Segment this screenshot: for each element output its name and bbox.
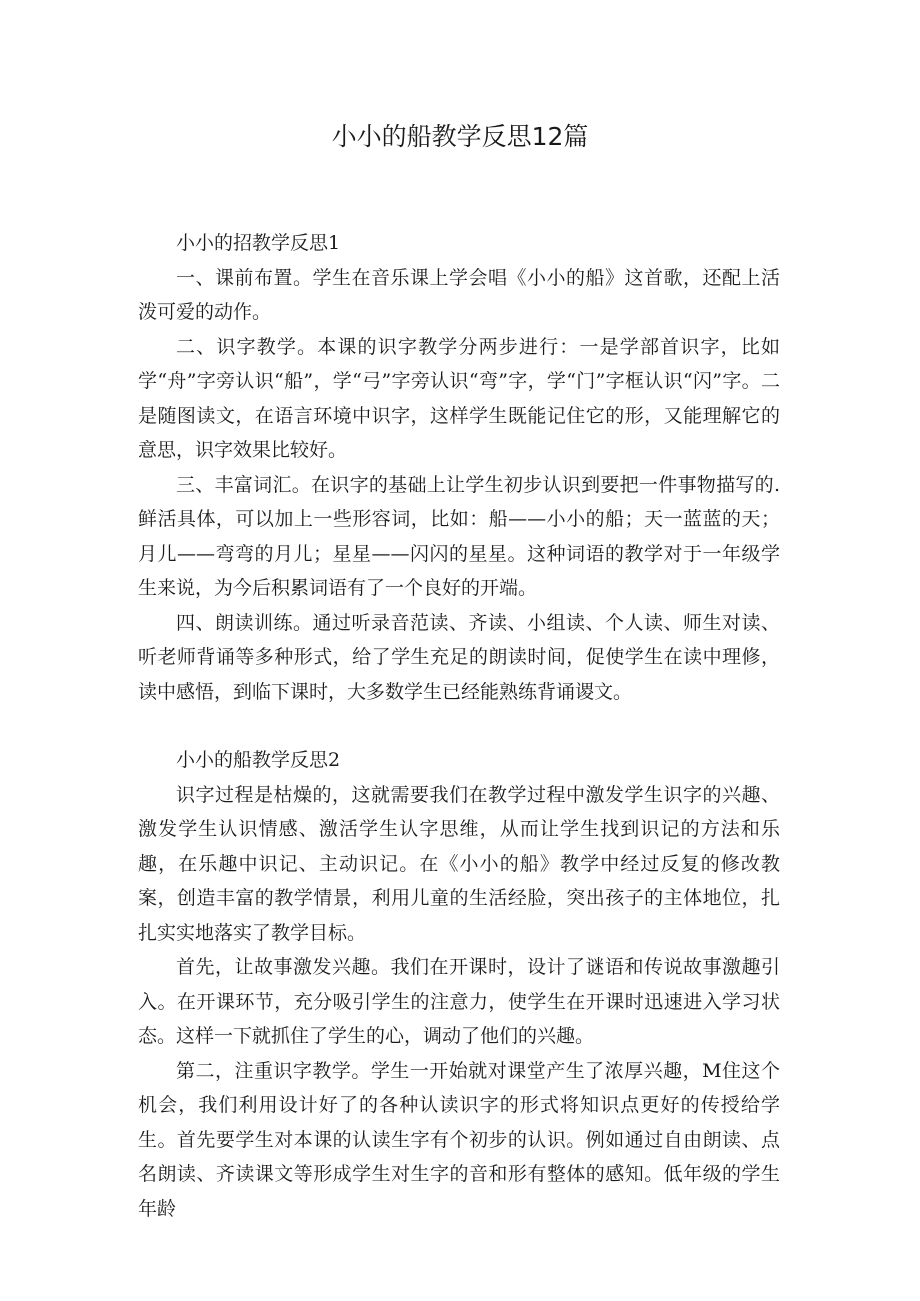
section-heading: 小小的招教学反思1: [176, 232, 341, 254]
paragraph: 四、朗读训练。通过听录音范读、齐读、小组读、个人读、师生对读、听老师背诵等多种形式，给了学生充足的朗读时间，促使学生在读中理修，读中感悟，到临下课时，大多数学生已经能熟练背诵谡文。: [138, 611, 780, 703]
paragraph: 二、识字教学。本课的识字教学分两步进行：一是学部首识字，比如学“舟”字旁认识“船”，学“弓”字旁认识“弯”字，学“门”字框认识“闪”字。二是随图读文，在语言环境中识字，这样学生既能记住它的形，又能理解它的意思，识字效果比较好。: [138, 335, 780, 461]
document-body: [138, 226, 780, 1226]
document-title: 小小的船教学反思12篇: [331, 122, 589, 151]
section-2: [138, 743, 780, 1226]
paragraph: 三、丰富词汇。在识字的基础上让学生初步认识到要把一件事物描写的.鲜活具体，可以加上一些形容词，比如：船——小小的船；天一蓝蓝的天；月儿——弯弯的月儿；星星——闪闪的星星。这种词语的教学对于一年级学生来说，为今后积累词语有了一个良好的开端。: [138, 473, 780, 599]
section-1: [138, 226, 780, 709]
paragraph: 一、课前布置。学生在音乐课上学会唱《小小的船》这首歌，还配上活泼可爱的动作。: [138, 266, 780, 323]
section-heading: 小小的船教学反思2: [176, 749, 341, 771]
paragraph: 识字过程是枯燥的，这就需要我们在教学过程中激发学生识字的兴趣、激发学生认识情感、激活学生认字思维，从而让学生找到识记的方法和乐趣，在乐趣中识记、主动识记。在《小小的船》教学中经过反复的修改教案，创造丰富的教学情景，利用儿童的生活经脸，突出孩子的主体地位，扎扎实实地落实了教学目标。: [138, 783, 780, 944]
paragraph: 第二，注重识字教学。学生一开始就对课堂产生了浓厚兴趣，M住这个机会，我们利用设计好了的各种认读识字的形式将知识点更好的传授给学生。首先要学生对本课的认读生字有个初步的认识。例如通过自由朗读、点名朗读、齐读课文等形成学生对生字的音和形有整体的感知。低年级的学生年龄: [138, 1059, 780, 1220]
paragraph: 首先，让故事激发兴趣。我们在开课时，设计了谜语和传说故事激趣引入。在开课环节，充分吸引学生的注意力，使学生在开课时迅速进入学习状态。这样一下就抓住了学生的心，调动了他们的兴趣。: [138, 956, 780, 1047]
